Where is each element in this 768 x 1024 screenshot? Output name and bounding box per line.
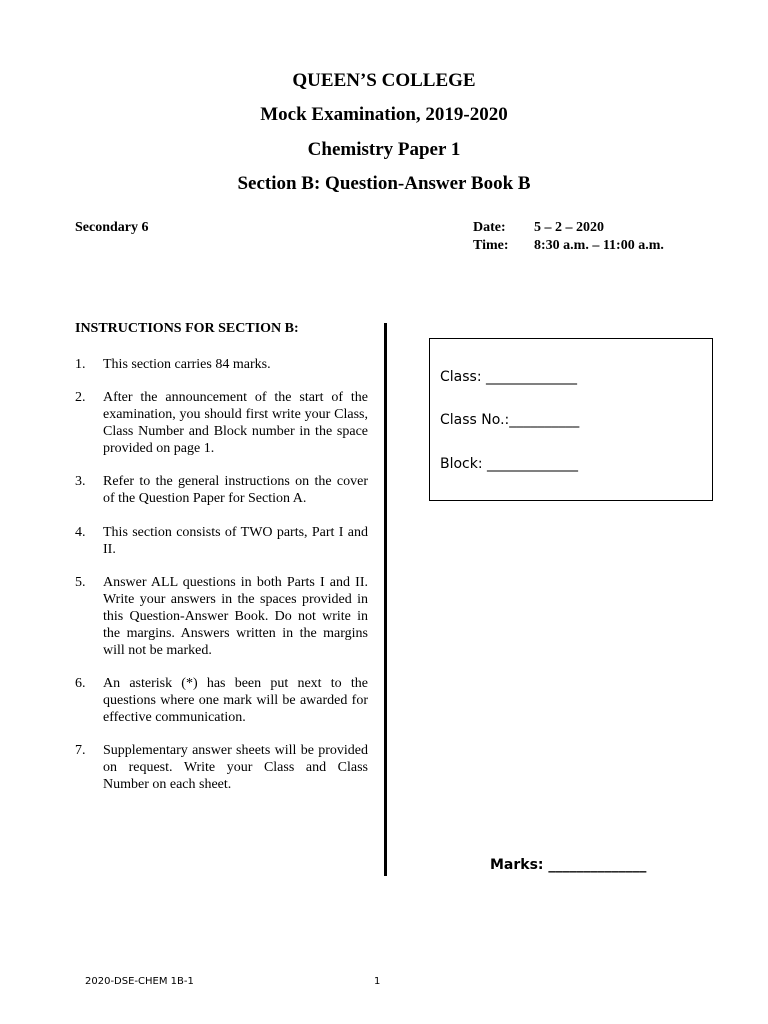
- candidate-info-box: [429, 338, 713, 501]
- instruction-text: Supplementary answer sheets will be provided on request. Write your Class and Class Number on each sheet.: [103, 743, 368, 792]
- instruction-text: This section consists of TWO parts, Part I and II.: [103, 525, 368, 557]
- time-value: 8:30 a.m. – 11:00 a.m.: [534, 238, 664, 253]
- instruction-item: [75, 389, 368, 457]
- date-value: 5 – 2 – 2020: [534, 220, 604, 235]
- instruction-text: Answer ALL questions in both Parts I and II. Write your answers in the spaces provided in this Question-Answer Book. Do not write in the margins. Answers written in the margins will not be marked.: [103, 575, 368, 658]
- instruction-number: 3.: [75, 474, 86, 489]
- page-number: 1: [374, 976, 381, 987]
- block-field[interactable]: Block: _____________: [440, 456, 579, 472]
- paper-title: Chemistry Paper 1: [307, 139, 461, 160]
- vertical-divider: [384, 323, 387, 876]
- marks-field[interactable]: Marks: ______________: [490, 857, 647, 873]
- paper-code: 2020-DSE-CHEM 1B-1: [85, 976, 194, 987]
- exam-title: Mock Examination, 2019-2020: [260, 104, 508, 125]
- level-label: Secondary 6: [75, 220, 149, 235]
- instruction-text: After the announcement of the start of the examination, you should first write your Class, Class Number and Block number in the space provided on page 1.: [103, 390, 368, 456]
- section-title: Section B: Question-Answer Book B: [237, 173, 531, 194]
- class-field[interactable]: Class: _____________: [440, 369, 577, 385]
- instruction-text: Refer to the general instructions on the cover of the Question Paper for Section A.: [103, 474, 368, 506]
- instruction-item: [75, 574, 368, 659]
- instruction-text: This section carries 84 marks.: [103, 357, 271, 372]
- instruction-item: [75, 356, 368, 373]
- instruction-number: 6.: [75, 676, 86, 691]
- time-label: Time:: [473, 238, 509, 253]
- date-label: Date:: [473, 220, 506, 235]
- instruction-item: [75, 473, 368, 507]
- instruction-number: 4.: [75, 525, 86, 540]
- instruction-number: 7.: [75, 743, 86, 758]
- school-name: QUEEN’S COLLEGE: [292, 70, 476, 91]
- instruction-number: 5.: [75, 575, 86, 590]
- instruction-number: 2.: [75, 390, 86, 405]
- instruction-item: [75, 524, 368, 558]
- instruction-number: 1.: [75, 357, 86, 372]
- class-number-field[interactable]: Class No.:__________: [440, 412, 580, 428]
- instruction-text: An asterisk (*) has been put next to the questions where one mark will be awarded for effective communication.: [103, 676, 368, 725]
- instruction-item: [75, 742, 368, 793]
- instruction-item: [75, 675, 368, 726]
- instructions-heading: INSTRUCTIONS FOR SECTION B:: [75, 321, 299, 336]
